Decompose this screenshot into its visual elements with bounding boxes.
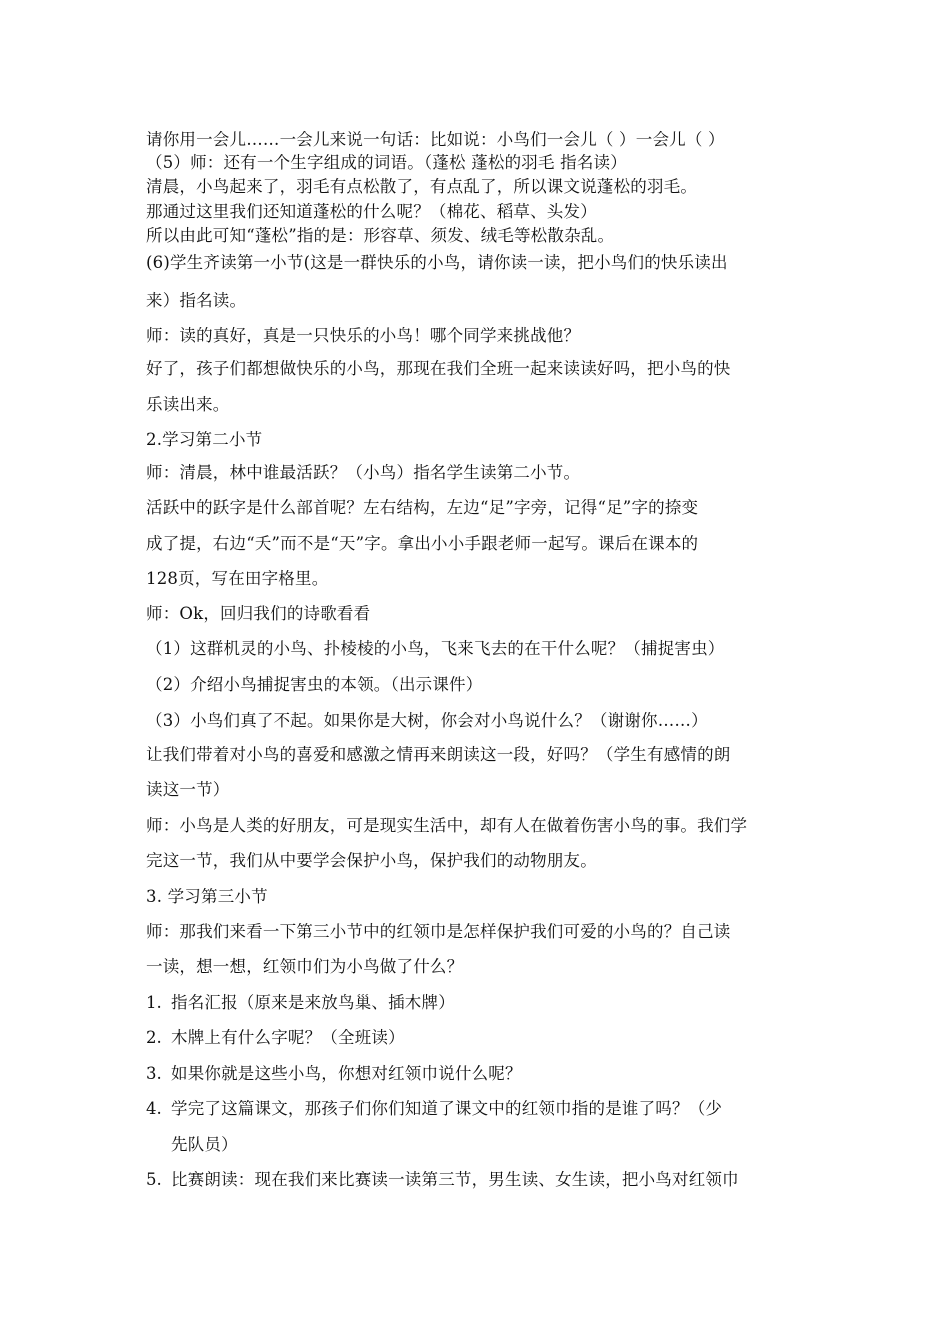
text-line: 师：Ok，回归我们的诗歌看看 [146,604,371,623]
text-line: 那通过这里我们还知道蓬松的什么呢？（棉花、稻草、头发） [146,202,597,221]
text-line: （5）师：还有一个生字组成的词语。（蓬松 蓬松的羽毛 指名读） [146,153,627,172]
text-line: （3）小鸟们真了不起。如果你是大树，你会对小鸟说什么？（谢谢你……） [146,711,708,730]
list-item-continuation: 先队员） [171,1135,238,1154]
text-line: (6)学生齐读第一小节(这是一群快乐的小鸟，请你读一读，把小鸟们的快乐读出 [146,253,728,272]
text-line: 一读，想一想，红领巾们为小鸟做了什么？ [146,957,464,976]
text-line: 所以由此可知“蓬松”指的是：形容草、须发、绒毛等松散杂乱。 [146,226,615,245]
text-line: 清晨，小鸟起来了，羽毛有点松散了，有点乱了，所以课文说蓬松的羽毛。 [146,177,698,196]
list-item: 学完了这篇课文，那孩子们你们知道了课文中的红领巾指的是谁了吗？（少 [171,1099,723,1118]
text-line: 师：那我们来看一下第三小节中的红领巾是怎样保护我们可爱的小鸟的？自己读 [146,922,731,941]
list-item: 木牌上有什么字呢？（全班读） [171,1028,405,1047]
section-heading: 2.学习第二小节 [146,430,263,449]
text-line: 128页，写在田字格里。 [146,569,329,588]
list-number: 5. [146,1170,162,1189]
text-line: 师：读的真好，真是一只快乐的小鸟！哪个同学来挑战他？ [146,326,581,345]
text-line: 读这一节） [146,780,230,799]
text-line: 成了提，右边“夭”而不是“天”字。拿出小小手跟老师一起写。课后在课本的 [146,534,699,553]
text-line: 完这一节，我们从中要学会保护小鸟，保护我们的动物朋友。 [146,851,597,870]
list-item: 如果你就是这些小鸟，你想对红领巾说什么呢？ [171,1064,522,1083]
list-number: 2. [146,1028,162,1047]
text-line: （2）介绍小鸟捕捉害虫的本领。（出示课件） [146,675,483,694]
list-item: 比赛朗读：现在我们来比赛读一读第三节，男生读、女生读，把小鸟对红领巾 [171,1170,739,1189]
text-line: 请你用一会儿……一会儿来说一句话：比如说：小鸟们一会儿（ ）一会儿（ ） [146,130,725,149]
text-line: 来）指名读。 [146,291,247,310]
text-line: 让我们带着对小鸟的喜爱和感激之情再来朗读这一段，好吗？（学生有感情的朗 [146,745,731,764]
text-line: 活跃中的跃字是什么部首呢？左右结构，左边“足”字旁，记得“足”字的捺变 [146,498,699,517]
text-line: （1）这群机灵的小鸟、扑棱棱的小鸟，飞来飞去的在干什么呢？（捕捉害虫） [146,639,725,658]
text-line: 师：清晨，林中谁最活跃？（小鸟）指名学生读第二小节。 [146,463,581,482]
list-item: 指名汇报（原来是来放鸟巢、插木牌） [171,993,455,1012]
text-line: 师：小鸟是人类的好朋友，可是现实生活中，却有人在做着伤害小鸟的事。我们学 [146,816,748,835]
text-line: 乐读出来。 [146,395,230,414]
list-number: 3. [146,1064,162,1083]
section-heading: 3. 学习第三小节 [146,887,268,906]
list-number: 1. [146,993,162,1012]
text-line: 好了，孩子们都想做快乐的小鸟，那现在我们全班一起来读读好吗，把小鸟的快 [146,359,731,378]
list-number: 4. [146,1099,162,1118]
